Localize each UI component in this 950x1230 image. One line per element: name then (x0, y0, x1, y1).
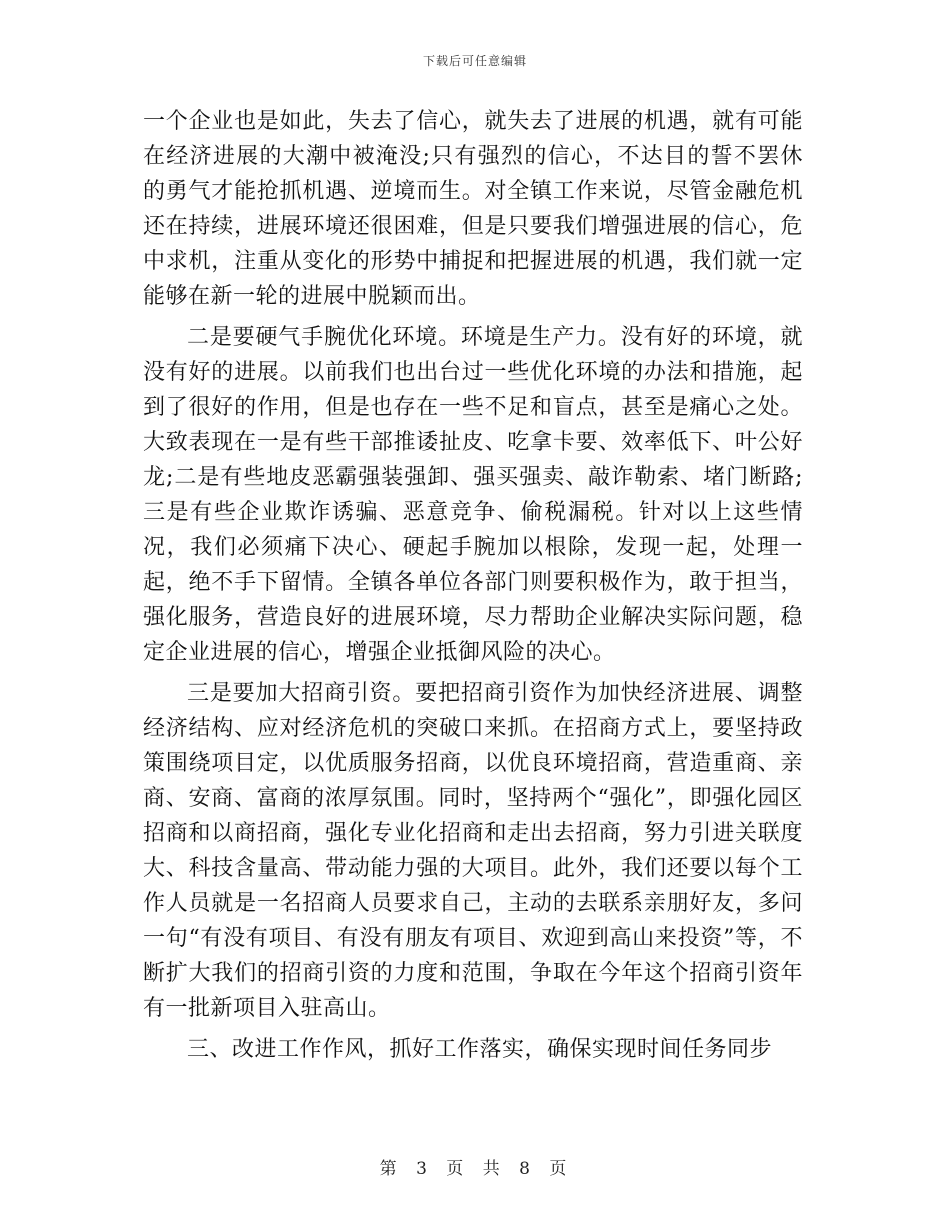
page-footer: 第 3 页 共 8 页 (379, 1159, 571, 1179)
paragraph-optimize-environment: 二是要硬气手腕优化环境。环境是生产力。没有好的环境，就没有好的进展。以前我们也出台过一些优化环境的办法和措施，起到了很好的作用，但是也存在一些不足和盲点，甚至是痛心之处。大致表现在一是有些干部推诿扯皮、吃拿卡要、效率低下、叶公好龙;二是有些地皮恶霸强装强卸、强买强卖、敲诈勒索、堵门断路;三是有些企业欺诈诱骗、恶意竞争、偷税漏税。针对以上这些情况，我们必须痛下决心、硬起手腕加以根除，发现一起，处理一起，绝不手下留情。全镇各单位各部门则要积极作为，敢于担当，强化服务，营造良好的进展环境，尽力帮助企业解决实际问题，稳定企业进展的信心，增强企业抵御风险的决心。 (143, 325, 803, 665)
document-body (143, 104, 803, 1073)
section-heading: 三、改进工作作风，抓好工作落实，确保实现时间任务同步 (187, 1037, 773, 1062)
paragraph-continuation: 一个企业也是如此，失去了信心，就失去了进展的机遇，就有可能在经济进展的大潮中被淹没;只有强烈的信心，不达目的誓不罢休的勇气才能抢抓机遇、逆境而生。对全镇工作来说，尽管金融危机还在持续，进展环境还很困难，但是只要我们增强进展的信心，危中求机，注重从变化的形势中捕捉和把握进展的机遇，我们就一定能够在新一轮的进展中脱颖而出。 (143, 109, 803, 309)
page-header: 下载后可任意编辑 (422, 54, 527, 68)
paragraph-investment-attraction: 三是要加大招商引资。要把招商引资作为加快经济进展、调整经济结构、应对经济危机的突破口来抓。在招商方式上，要坚持政策围绕项目定，以优质服务招商，以优良环境招商，营造重商、亲商、安商、富商的浓厚氛围。同时，坚持两个“强化”，即强化园区招商和以商招商，强化专业化招商和走出去招商，努力引进关联度大、科技含量高、带动能力强的大项目。此外，我们还要以每个工作人员就是一名招商人员要求自己，主动的去联系亲朋好友，多问一句“有没有项目、有没有朋友有项目、欢迎到高山来投资”等，不断扩大我们的招商引资的力度和范围，争取在今年这个招商引资年有一批新项目入驻高山。 (143, 681, 803, 1021)
